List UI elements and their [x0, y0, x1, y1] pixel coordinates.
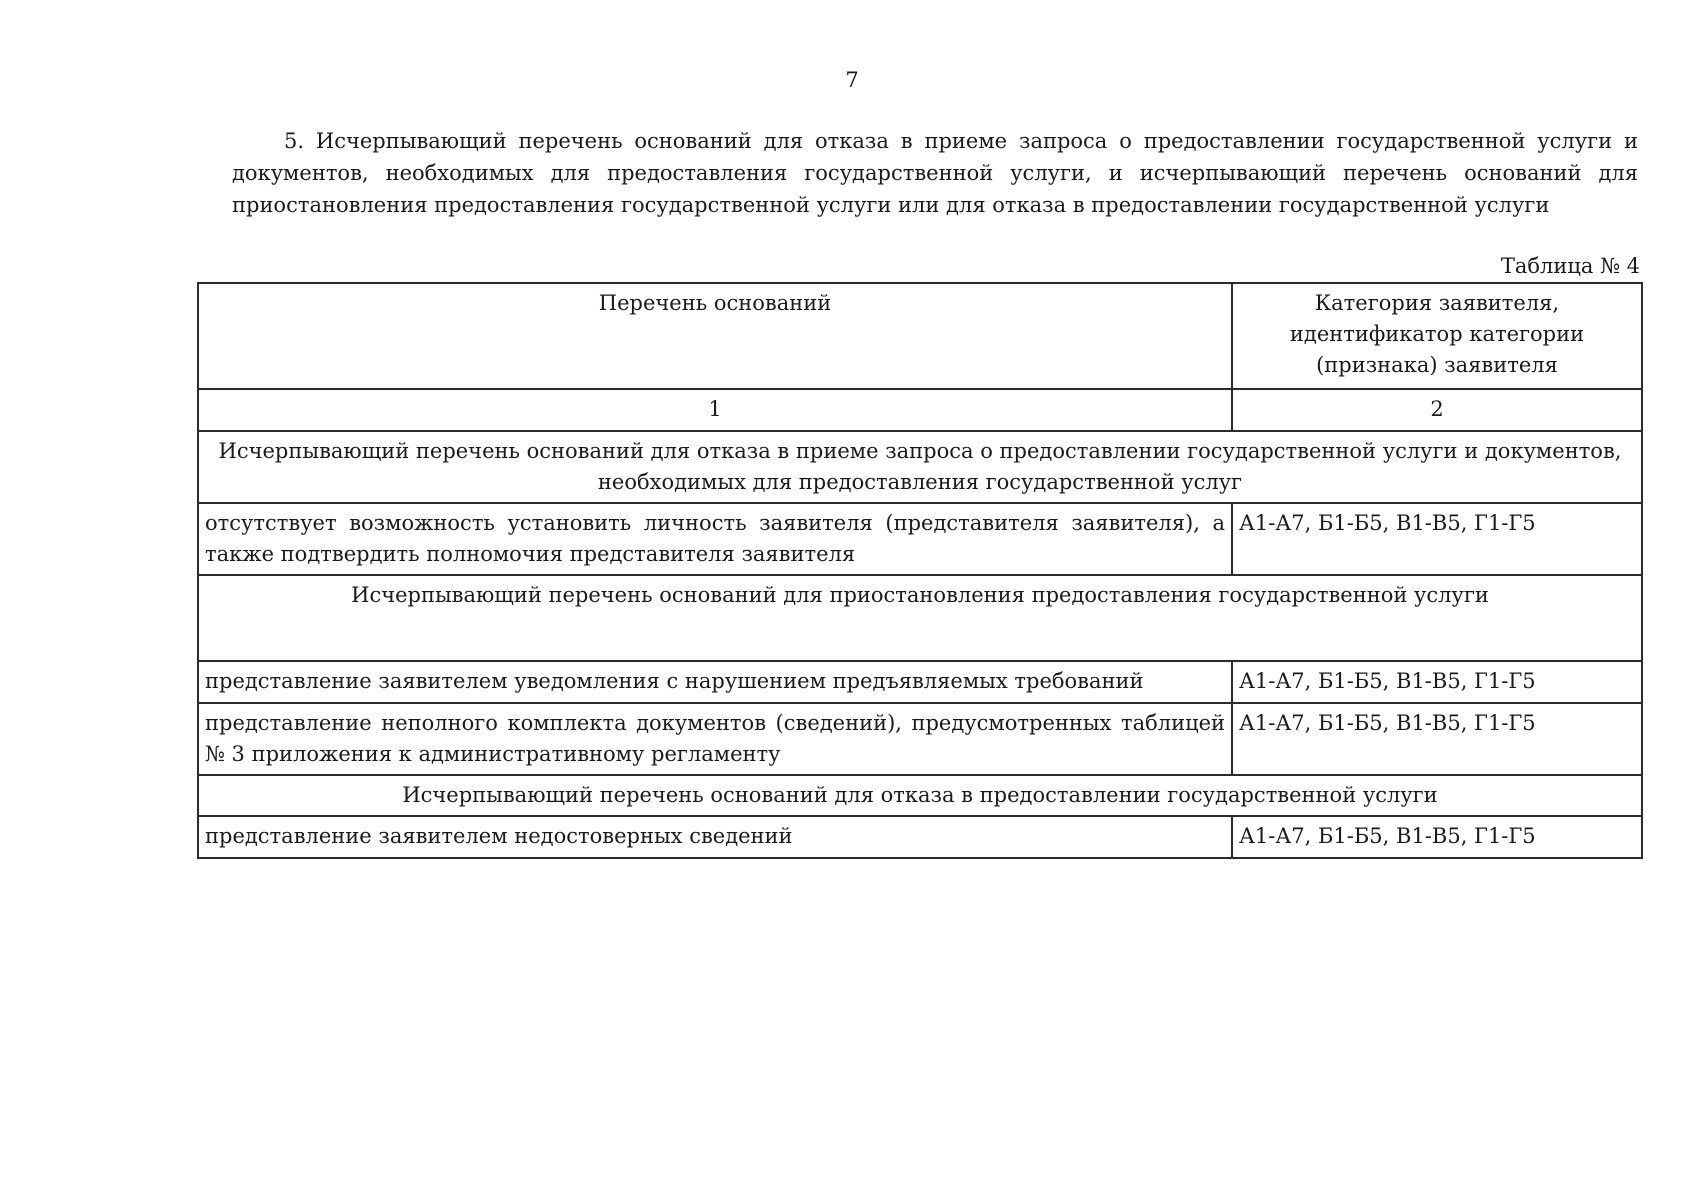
category-cell: А1-А7, Б1-Б5, В1-В5, Г1-Г5: [1232, 816, 1642, 858]
reason-cell: отсутствует возможность установить личность заявителя (представителя заявителя), а также подтвердить полномочия представителя заявителя: [198, 503, 1232, 575]
reason-cell: представление неполного комплекта документов (сведений), предусмотренных таблицей № 3 приложения к административному регламенту: [198, 703, 1232, 775]
group-title: Исчерпывающий перечень оснований для приостановления предоставления государственной услуги: [198, 575, 1642, 661]
table-caption: Таблица № 4: [1500, 254, 1640, 278]
category-cell: А1-А7, Б1-Б5, В1-В5, Г1-Г5: [1232, 703, 1642, 775]
group-title: Исчерпывающий перечень оснований для отказа в предоставлении государственной услуги: [198, 775, 1642, 816]
table-header-row: [198, 283, 1642, 389]
group-header-refusal-acceptance: [198, 431, 1642, 503]
table-row: [198, 503, 1642, 575]
group-title: Исчерпывающий перечень оснований для отказа в приеме запроса о предоставлении государственной услуги и документов, необходимых для предоставления государственной услуг: [198, 431, 1642, 503]
grounds-table: [197, 282, 1643, 859]
header-applicant-category: Категория заявителя, идентификатор категории (признака) заявителя: [1232, 283, 1642, 389]
table-row: [198, 816, 1642, 858]
category-cell: А1-А7, Б1-Б5, В1-В5, Г1-Г5: [1232, 661, 1642, 703]
column-number-1: 1: [198, 389, 1232, 431]
table-row: [198, 703, 1642, 775]
group-header-refusal-service: [198, 775, 1642, 816]
table-row: [198, 661, 1642, 703]
group-header-suspension: [198, 575, 1642, 661]
reason-cell: представление заявителем недостоверных сведений: [198, 816, 1232, 858]
column-number-row: [198, 389, 1642, 431]
page-number: 7: [845, 68, 859, 92]
column-number-2: 2: [1232, 389, 1642, 431]
category-cell: А1-А7, Б1-Б5, В1-В5, Г1-Г5: [1232, 503, 1642, 575]
reason-cell: представление заявителем уведомления с нарушением предъявляемых требований: [198, 661, 1232, 703]
header-grounds-list: Перечень оснований: [198, 283, 1232, 389]
section-title: 5. Исчерпывающий перечень оснований для отказа в приеме запроса о предоставлении государственной услуги и документов, необходимых для предоставления государственной услуги, и исчерпывающий перечень оснований для приостановления предоставления государственной услуги или для отказа в предоставлении государственной услуги: [232, 129, 1638, 217]
